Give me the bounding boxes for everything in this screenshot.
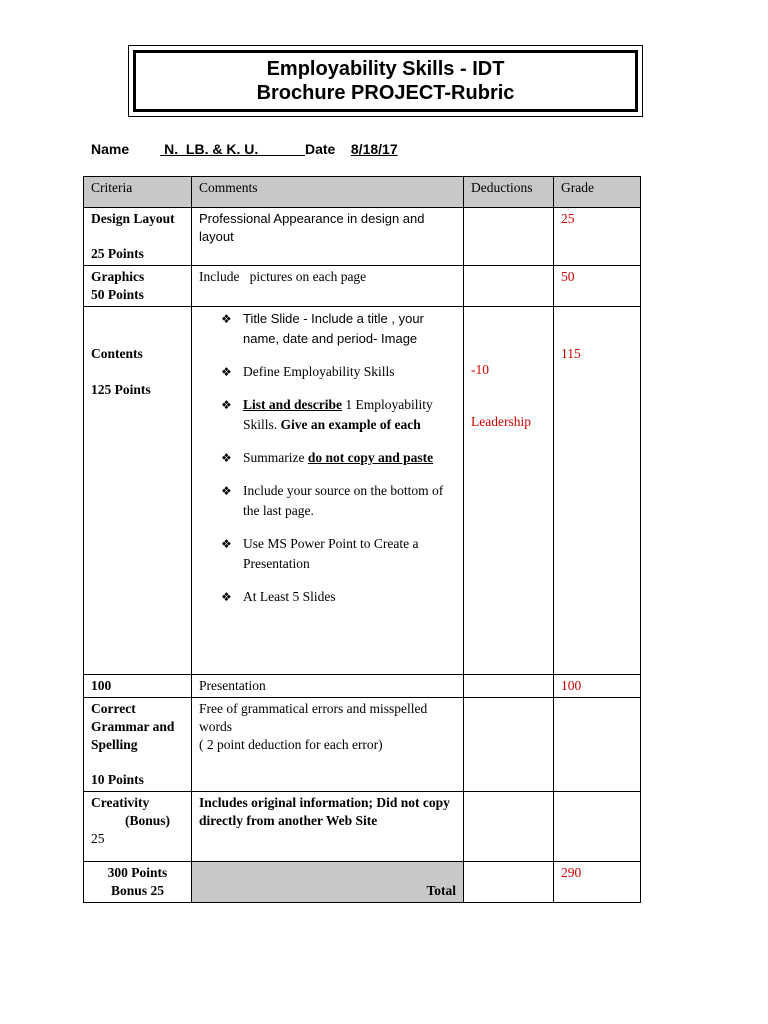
grade-cell [554,792,641,862]
list-item: ❖ Title Slide - Include a title , your name, date and period- Image [221,311,424,346]
diamond-bullet-icon: ❖ [221,365,232,379]
criteria-points: 25 [91,831,105,846]
total-bonus: Bonus 25 [111,883,164,898]
title-inner-border [133,50,638,112]
header-deductions: Deductions [464,177,554,208]
table-row-total [84,862,641,903]
criteria-title: Creativity [91,795,150,810]
name-label: Name [91,141,130,157]
deduction-cell [464,792,554,862]
grade-cell [554,698,641,792]
list-item: ❖ At Least 5 Slides [221,587,456,607]
total-label-cell: Total [192,862,464,903]
criteria-title: Contents [91,346,143,361]
comment-text: Free of grammatical errors and misspelled words [199,701,428,734]
list-item: ❖ Define Employability Skills [221,362,456,382]
diamond-bullet-icon: ❖ [221,484,232,498]
deduction-cell [464,266,554,307]
criteria-cell [84,208,192,266]
criteria-title: Correct Grammar and Spelling [91,701,175,752]
date-value: 8/18/17 [350,141,398,157]
criteria-points: 125 Points [91,382,151,397]
date-label: Date [304,141,336,157]
criteria-cell [84,862,192,903]
criteria-cell [84,792,192,862]
list-item: ❖ Include your source on the bottom of the last page. [221,483,444,518]
criteria-points: 50 Points [91,287,144,302]
criteria-points: 25 Points [91,246,144,261]
header-comments: Comments [192,177,464,208]
diamond-bullet-icon: ❖ [221,398,232,412]
diamond-bullet-icon: ❖ [221,537,232,551]
header-grade: Grade [554,177,641,208]
title-line-2: Brochure PROJECT-Rubric [256,82,515,104]
comment-cell: Professional Appearance in design and layout [192,208,464,266]
criteria-title: Graphics [91,269,145,284]
name-value: N. LB. & K. U. [164,141,259,157]
title-box [128,45,643,117]
criteria-title: Design Layout [91,211,175,226]
comment-text-2: ( 2 point deduction for each error) [199,737,383,752]
deduction-note: Leadership [471,414,531,429]
table-row-grammar [84,698,641,792]
deduction-cell [464,862,554,903]
table-row-design [84,208,641,266]
grade-cell: 25 [554,208,641,266]
criteria-points: 10 Points [91,772,144,787]
comment-cell: Presentation [192,675,464,698]
contents-list [199,309,456,607]
deduction-value: -10 [471,362,489,377]
grade-cell: 50 [554,266,641,307]
list-item: ❖ List and describe 1 Employability Skills. Give an example of each [221,397,433,432]
criteria-cell [84,266,192,307]
header-criteria: Criteria [84,177,192,208]
grade-cell [554,307,641,675]
diamond-bullet-icon: ❖ [221,451,232,465]
rubric-table [83,176,641,903]
criteria-cell [84,307,192,675]
table-row-presentation [84,675,641,698]
diamond-bullet-icon: ❖ [221,590,232,604]
table-row-contents [84,307,641,675]
grade-cell: 100 [554,675,641,698]
deduction-cell [464,208,554,266]
table-header-row [84,177,641,208]
deduction-cell [464,307,554,675]
grade-value: 115 [561,346,581,361]
criteria-bonus: (Bonus) [125,813,171,828]
criteria-cell [84,698,192,792]
total-points: 300 Points [107,865,168,880]
comment-cell: Include pictures on each page [192,266,464,307]
name-date-line [91,141,398,157]
table-row-graphics [84,266,641,307]
list-item: ❖ Summarize do not copy and paste [221,448,456,468]
deduction-cell [464,675,554,698]
title-line-1: Employability Skills - IDT [266,58,505,80]
table-row-creativity [84,792,641,862]
comment-cell [192,307,464,675]
grade-cell: 290 [554,862,641,903]
comment-cell: Includes original information; Did not copy directly from another Web Site [192,792,464,862]
list-item: ❖ Use MS Power Point to Create a Presentation [221,536,419,571]
deduction-cell [464,698,554,792]
comment-cell [192,698,464,792]
diamond-bullet-icon: ❖ [221,312,232,326]
criteria-cell: 100 [84,675,192,698]
